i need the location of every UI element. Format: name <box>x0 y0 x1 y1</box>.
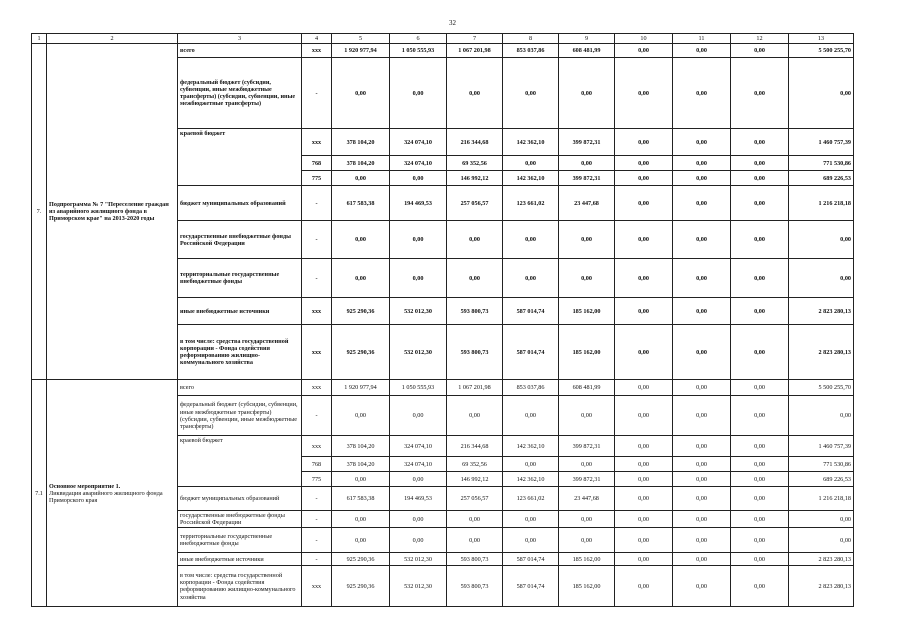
col-number: 6 <box>390 34 447 44</box>
year-value: 142 362,10 <box>503 436 559 457</box>
year-value: 0,00 <box>673 171 731 186</box>
year-value: 0,00 <box>390 511 447 528</box>
year-value: 142 362,10 <box>503 171 559 186</box>
col-number: 1 <box>32 34 47 44</box>
total-value: 689 226,53 <box>789 171 854 186</box>
year-value: 0,00 <box>731 528 789 553</box>
year-value: 532 012,30 <box>390 566 447 607</box>
total-value: 771 530,86 <box>789 156 854 171</box>
year-value: 0,00 <box>731 58 789 129</box>
year-value: 378 104,20 <box>332 436 390 457</box>
column-number-row <box>32 34 854 44</box>
year-value: 0,00 <box>390 472 447 487</box>
year-value: 0,00 <box>559 156 615 171</box>
year-value: 0,00 <box>559 58 615 129</box>
year-value: 146 992,12 <box>447 472 503 487</box>
year-value: 0,00 <box>332 259 390 298</box>
year-value: 0,00 <box>615 436 673 457</box>
year-value: 0,00 <box>673 44 731 58</box>
total-value: 1 460 757,39 <box>789 129 854 156</box>
year-value: 0,00 <box>503 259 559 298</box>
year-value: 0,00 <box>559 221 615 259</box>
col-number: 3 <box>178 34 302 44</box>
year-value: 532 012,30 <box>390 553 447 566</box>
budget-code: - <box>302 553 332 566</box>
year-value: 0,00 <box>615 487 673 511</box>
year-value: 0,00 <box>615 186 673 221</box>
year-value: 0,00 <box>731 380 789 396</box>
year-value: 185 162,00 <box>559 298 615 325</box>
total-value: 5 500 255,70 <box>789 380 854 396</box>
year-value: 0,00 <box>615 129 673 156</box>
table-row <box>32 380 854 396</box>
year-value: 587 014,74 <box>503 553 559 566</box>
year-value: 0,00 <box>731 396 789 436</box>
budget-code: - <box>302 58 332 129</box>
budget-code: ххх <box>302 325 332 380</box>
total-value: 1 216 218,18 <box>789 487 854 511</box>
year-value: 0,00 <box>673 380 731 396</box>
year-value: 0,00 <box>615 511 673 528</box>
year-value: 0,00 <box>503 396 559 436</box>
funding-source: иные внебюджетные источники <box>178 298 302 325</box>
funding-source: федеральный бюджет (субсидии, субвенции, иные межбюджетные трансферты) (субсидии, субвенции, иные межбюджетные трансферты) <box>178 396 302 436</box>
year-value: 0,00 <box>332 58 390 129</box>
year-value: 0,00 <box>390 259 447 298</box>
year-value: 0,00 <box>447 396 503 436</box>
funding-source: всего <box>178 380 302 396</box>
year-value: 925 290,36 <box>332 553 390 566</box>
year-value: 0,00 <box>673 487 731 511</box>
funding-source: федеральный бюджет (субсидии, субвенции, иные межбюджетные трансферты) (субсидии, субвенции, иные межбюджетные трансферты) <box>178 58 302 129</box>
year-value: 0,00 <box>447 259 503 298</box>
year-value: 399 872,31 <box>559 129 615 156</box>
budget-code: - <box>302 528 332 553</box>
budget-code: - <box>302 511 332 528</box>
year-value: 0,00 <box>731 186 789 221</box>
year-value: 0,00 <box>447 511 503 528</box>
item-number: 7. <box>32 44 47 380</box>
year-value: 23 447,68 <box>559 487 615 511</box>
funding-source: территориальные государственные внебюджетные фонды <box>178 259 302 298</box>
budget-code: - <box>302 259 332 298</box>
year-value: 0,00 <box>673 58 731 129</box>
year-value: 0,00 <box>731 511 789 528</box>
year-value: 0,00 <box>731 553 789 566</box>
year-value: 0,00 <box>731 487 789 511</box>
year-value: 0,00 <box>731 156 789 171</box>
year-value: 0,00 <box>731 259 789 298</box>
year-value: 399 872,31 <box>559 472 615 487</box>
year-value: 0,00 <box>615 566 673 607</box>
year-value: 0,00 <box>615 259 673 298</box>
year-value: 123 661,02 <box>503 487 559 511</box>
col-number: 13 <box>789 34 854 44</box>
year-value: 853 037,86 <box>503 380 559 396</box>
budget-code: 768 <box>302 156 332 171</box>
year-value: 0,00 <box>615 221 673 259</box>
total-value: 689 226,53 <box>789 472 854 487</box>
year-value: 0,00 <box>390 221 447 259</box>
year-value: 0,00 <box>503 221 559 259</box>
budget-code: ххх <box>302 380 332 396</box>
year-value: 925 290,36 <box>332 325 390 380</box>
funding-source: государственные внебюджетные фонды Российской Федерации <box>178 511 302 528</box>
year-value: 0,00 <box>332 472 390 487</box>
funding-source: государственные внебюджетные фонды Российской Федерации <box>178 221 302 259</box>
year-value: 0,00 <box>615 457 673 472</box>
year-value: 587 014,74 <box>503 325 559 380</box>
funding-source: бюджет муниципальных образований <box>178 186 302 221</box>
year-value: 0,00 <box>559 511 615 528</box>
page-number: 32 <box>449 19 456 27</box>
total-value: 2 823 280,13 <box>789 553 854 566</box>
year-value: 0,00 <box>332 171 390 186</box>
year-value: 194 469,53 <box>390 487 447 511</box>
budget-table <box>31 33 854 607</box>
year-value: 0,00 <box>332 396 390 436</box>
year-value: 0,00 <box>615 380 673 396</box>
year-value: 0,00 <box>447 221 503 259</box>
budget-code: ххх <box>302 298 332 325</box>
col-number: 12 <box>731 34 789 44</box>
total-value: 0,00 <box>789 259 854 298</box>
year-value: 0,00 <box>673 528 731 553</box>
year-value: 324 074,10 <box>390 129 447 156</box>
year-value: 0,00 <box>503 156 559 171</box>
year-value: 378 104,20 <box>332 156 390 171</box>
total-value: 2 823 280,13 <box>789 298 854 325</box>
year-value: 146 992,12 <box>447 171 503 186</box>
year-value: 0,00 <box>615 472 673 487</box>
col-number: 8 <box>503 34 559 44</box>
year-value: 0,00 <box>390 171 447 186</box>
year-value: 23 447,68 <box>559 186 615 221</box>
total-value: 0,00 <box>789 528 854 553</box>
col-number: 10 <box>615 34 673 44</box>
year-value: 123 661,02 <box>503 186 559 221</box>
year-value: 593 800,73 <box>447 325 503 380</box>
year-value: 593 800,73 <box>447 298 503 325</box>
budget-code: - <box>302 396 332 436</box>
year-value: 1 067 201,98 <box>447 380 503 396</box>
col-number: 7 <box>447 34 503 44</box>
year-value: 0,00 <box>615 156 673 171</box>
year-value: 0,00 <box>447 528 503 553</box>
year-value: 0,00 <box>390 528 447 553</box>
year-value: 0,00 <box>673 259 731 298</box>
year-value: 0,00 <box>673 186 731 221</box>
year-value: 0,00 <box>673 511 731 528</box>
budget-code: 775 <box>302 171 332 186</box>
year-value: 0,00 <box>731 457 789 472</box>
year-value: 0,00 <box>390 396 447 436</box>
year-value: 0,00 <box>731 171 789 186</box>
budget-code: ххх <box>302 436 332 457</box>
year-value: 608 481,99 <box>559 44 615 58</box>
year-value: 142 362,10 <box>503 129 559 156</box>
year-value: 0,00 <box>731 44 789 58</box>
year-value: 0,00 <box>673 325 731 380</box>
year-value: 185 162,00 <box>559 566 615 607</box>
year-value: 0,00 <box>390 58 447 129</box>
table-row <box>32 44 854 58</box>
year-value: 0,00 <box>332 511 390 528</box>
year-value: 617 583,38 <box>332 487 390 511</box>
year-value: 257 056,57 <box>447 186 503 221</box>
year-value: 0,00 <box>731 129 789 156</box>
year-value: 324 074,10 <box>390 436 447 457</box>
year-value: 0,00 <box>332 528 390 553</box>
total-value: 0,00 <box>789 58 854 129</box>
year-value: 0,00 <box>615 553 673 566</box>
year-value: 0,00 <box>673 129 731 156</box>
col-number: 9 <box>559 34 615 44</box>
year-value: 194 469,53 <box>390 186 447 221</box>
year-value: 0,00 <box>673 298 731 325</box>
year-value: 0,00 <box>673 156 731 171</box>
year-value: 185 162,00 <box>559 553 615 566</box>
year-value: 0,00 <box>615 298 673 325</box>
year-value: 185 162,00 <box>559 325 615 380</box>
col-number: 11 <box>673 34 731 44</box>
total-value: 2 823 280,13 <box>789 325 854 380</box>
budget-code: 768 <box>302 457 332 472</box>
year-value: 0,00 <box>559 457 615 472</box>
funding-source: территориальные государственные внебюджетные фонды <box>178 528 302 553</box>
year-value: 378 104,20 <box>332 457 390 472</box>
year-value: 0,00 <box>503 457 559 472</box>
funding-source: бюджет муниципальных образований <box>178 487 302 511</box>
year-value: 378 104,20 <box>332 129 390 156</box>
year-value: 0,00 <box>673 553 731 566</box>
year-value: 1 920 977,94 <box>332 44 390 58</box>
year-value: 0,00 <box>731 221 789 259</box>
year-value: 0,00 <box>673 221 731 259</box>
year-value: 0,00 <box>447 58 503 129</box>
funding-source: иные внебюджетные источники <box>178 553 302 566</box>
year-value: 324 074,10 <box>390 457 447 472</box>
year-value: 0,00 <box>673 472 731 487</box>
year-value: 853 037,86 <box>503 44 559 58</box>
budget-code: ххх <box>302 129 332 156</box>
total-value: 1 216 218,18 <box>789 186 854 221</box>
year-value: 0,00 <box>615 58 673 129</box>
year-value: 593 800,73 <box>447 566 503 607</box>
total-value: 2 823 280,13 <box>789 566 854 607</box>
year-value: 0,00 <box>673 566 731 607</box>
year-value: 0,00 <box>615 325 673 380</box>
year-value: 399 872,31 <box>559 436 615 457</box>
year-value: 1 920 977,94 <box>332 380 390 396</box>
year-value: 0,00 <box>559 396 615 436</box>
funding-source: в том числе: средства государственной корпорации - Фонда содействия реформированию жилищно-коммунального хозяйства <box>178 566 302 607</box>
year-value: 0,00 <box>673 457 731 472</box>
year-value: 0,00 <box>731 298 789 325</box>
year-value: 0,00 <box>503 528 559 553</box>
year-value: 0,00 <box>731 566 789 607</box>
year-value: 0,00 <box>673 396 731 436</box>
budget-code: - <box>302 186 332 221</box>
total-value: 0,00 <box>789 396 854 436</box>
year-value: 1 050 555,93 <box>390 380 447 396</box>
year-value: 532 012,30 <box>390 298 447 325</box>
col-number: 2 <box>47 34 178 44</box>
year-value: 593 800,73 <box>447 553 503 566</box>
year-value: 0,00 <box>332 221 390 259</box>
total-value: 5 500 255,70 <box>789 44 854 58</box>
total-value: 0,00 <box>789 511 854 528</box>
funding-source: в том числе: средства государственной корпорации - Фонда содействия реформированию жилищно-коммунального хозяйства <box>178 325 302 380</box>
funding-source: краевой бюджет <box>178 436 302 487</box>
year-value: 0,00 <box>503 511 559 528</box>
year-value: 0,00 <box>731 325 789 380</box>
year-value: 1 067 201,98 <box>447 44 503 58</box>
program-description: Ликвидация аварийного жилищного фонда Приморского края <box>49 489 163 504</box>
year-value: 0,00 <box>615 44 673 58</box>
program-name <box>47 380 178 607</box>
year-value: 0,00 <box>673 436 731 457</box>
year-value: 0,00 <box>559 259 615 298</box>
year-value: 587 014,74 <box>503 566 559 607</box>
item-number: 7.1 <box>32 380 47 607</box>
budget-code: ххх <box>302 566 332 607</box>
year-value: 69 352,56 <box>447 156 503 171</box>
budget-code: - <box>302 221 332 259</box>
funding-source: всего <box>178 44 302 58</box>
year-value: 324 074,10 <box>390 156 447 171</box>
funding-source: краевой бюджет <box>178 129 302 186</box>
col-number: 5 <box>332 34 390 44</box>
year-value: 0,00 <box>615 396 673 436</box>
year-value: 925 290,36 <box>332 298 390 325</box>
year-value: 399 872,31 <box>559 171 615 186</box>
year-value: 69 352,56 <box>447 457 503 472</box>
year-value: 0,00 <box>503 58 559 129</box>
year-value: 0,00 <box>731 436 789 457</box>
year-value: 532 012,30 <box>390 325 447 380</box>
year-value: 0,00 <box>559 528 615 553</box>
budget-code: ххх <box>302 44 332 58</box>
year-value: 0,00 <box>615 171 673 186</box>
year-value: 1 050 555,93 <box>390 44 447 58</box>
year-value: 0,00 <box>615 528 673 553</box>
year-value: 257 056,57 <box>447 487 503 511</box>
year-value: 608 481,99 <box>559 380 615 396</box>
budget-code: - <box>302 487 332 511</box>
year-value: 587 014,74 <box>503 298 559 325</box>
col-number: 4 <box>302 34 332 44</box>
year-value: 216 344,68 <box>447 436 503 457</box>
total-value: 771 530,86 <box>789 457 854 472</box>
total-value: 1 460 757,39 <box>789 436 854 457</box>
year-value: 0,00 <box>731 472 789 487</box>
year-value: 925 290,36 <box>332 566 390 607</box>
total-value: 0,00 <box>789 221 854 259</box>
program-title: Основное мероприятие 1. <box>49 482 121 490</box>
year-value: 617 583,38 <box>332 186 390 221</box>
budget-code: 775 <box>302 472 332 487</box>
year-value: 216 344,68 <box>447 129 503 156</box>
year-value: 142 362,10 <box>503 472 559 487</box>
program-name: Подпрограмма № 7 "Переселение граждан из аварийного жилищного фонда в Приморском крае" на 2013-2020 годы <box>47 44 178 380</box>
